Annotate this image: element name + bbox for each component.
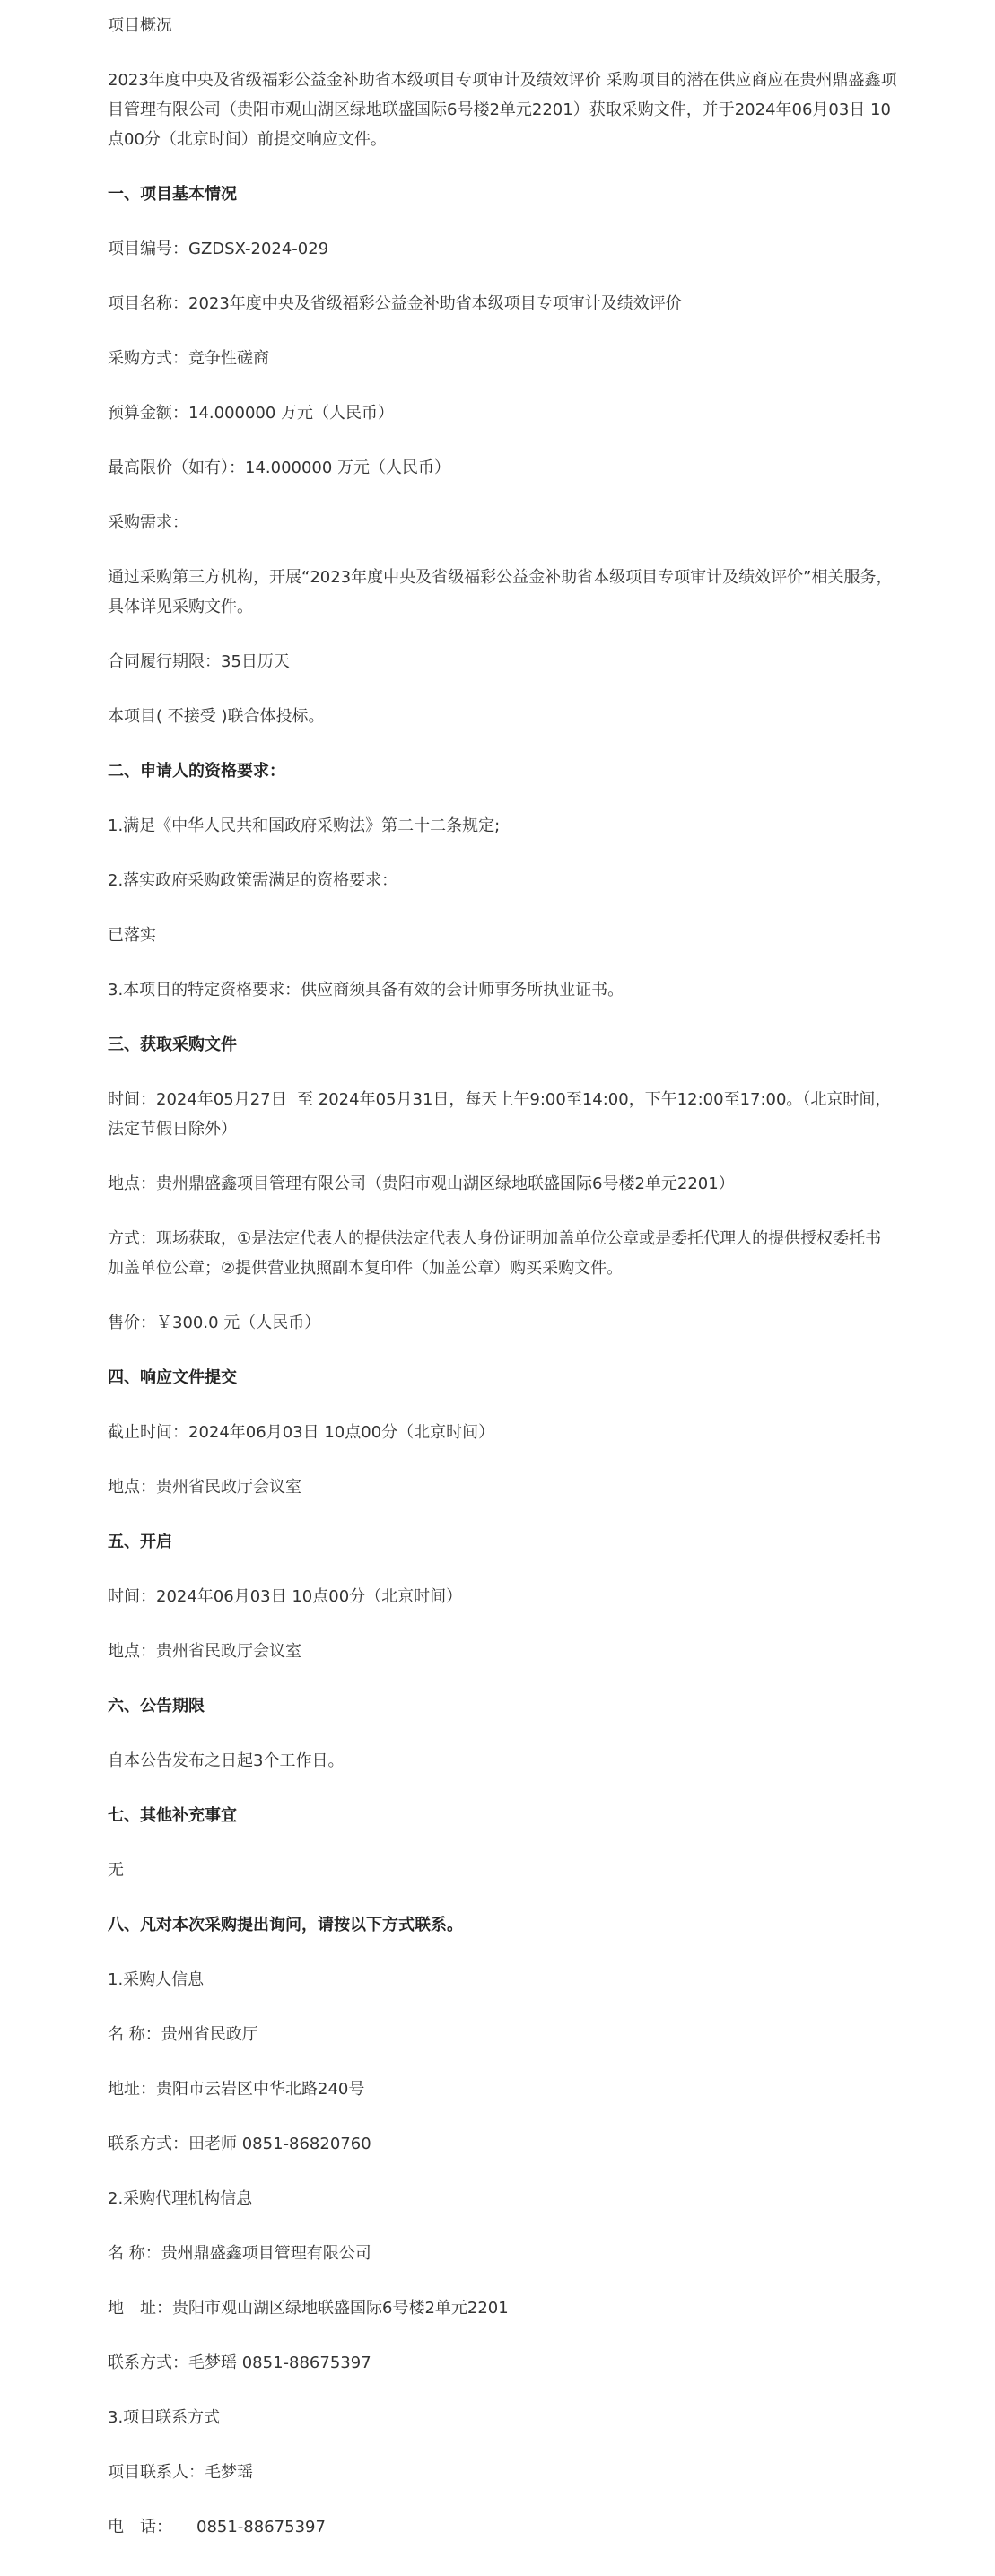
paragraph: 采购需求：: [108, 513, 188, 532]
paragraph: 无: [108, 1861, 124, 1880]
paragraph: 地 址：贵阳市观山湖区绿地联盛国际6号楼2单元2201: [108, 2299, 509, 2318]
paragraph: 项目编号：GZDSX-2024-029: [108, 240, 329, 258]
section-heading: 七、其他补充事宜: [108, 1806, 237, 1825]
paragraph: 3.本项目的特定资格要求：供应商须具备有效的会计师事务所执业证书。: [108, 981, 624, 1000]
paragraph: 2.落实政府采购政策需满足的资格要求：: [108, 871, 398, 890]
paragraph: 联系方式：田老师 0851-86820760: [108, 2135, 371, 2153]
paragraph: 项目概况: [108, 16, 172, 35]
paragraph: 自本公告发布之日起3个工作日。: [108, 1751, 345, 1770]
paragraph: 2023年度中央及省级福彩公益金补助省本级项目专项审计及绩效评价 采购项目的潜在供应商应在贵州鼎盛鑫项目管理有限公司（贵阳市观山湖区绿地联盛国际6号楼2单元2201）获取采购文件，并于2024年06月03日 10点00分（北京时间）前提交响应文件。: [108, 71, 897, 149]
paragraph: 联系方式：毛梦瑶 0851-88675397: [108, 2353, 371, 2372]
paragraph: 地点：贵州省民政厅会议室: [108, 1478, 301, 1497]
announcement-body: [108, 11, 897, 2567]
paragraph: 时间：2024年05月27日 至 2024年05月31日，每天上午9:00至14:00，下午12:00至17:00。（北京时间，法定节假日除外）: [108, 1090, 892, 1139]
section-heading: 二、申请人的资格要求：: [108, 762, 285, 781]
paragraph: 地点：贵州鼎盛鑫项目管理有限公司（贵阳市观山湖区绿地联盛国际6号楼2单元2201）: [108, 1174, 735, 1193]
paragraph: 3.项目联系方式: [108, 2408, 221, 2427]
paragraph: 地址：贵阳市云岩区中华北路240号: [108, 2080, 365, 2099]
section-heading: 一、项目基本情况: [108, 185, 237, 204]
section-heading: 八、凡对本次采购提出询问，请按以下方式联系。: [108, 1916, 463, 1934]
paragraph: 已落实: [108, 926, 156, 945]
paragraph: 1.满足《中华人民共和国政府采购法》第二十二条规定;: [108, 816, 501, 835]
section-heading: 三、获取采购文件: [108, 1035, 237, 1054]
paragraph: 2.采购代理机构信息: [108, 2189, 253, 2208]
paragraph: 最高限价（如有）：14.000000 万元（人民币）: [108, 458, 451, 477]
paragraph: 地点：贵州省民政厅会议室: [108, 1642, 301, 1661]
section-heading: 六、公告期限: [108, 1697, 205, 1716]
paragraph: 通过采购第三方机构，开展“2023年度中央及省级福彩公益金补助省本级项目专项审计及绩效评价”相关服务，具体详见采购文件。: [108, 568, 893, 616]
paragraph: 本项目( 不接受 )联合体投标。: [108, 707, 325, 726]
paragraph: 1.采购人信息: [108, 1970, 205, 1989]
paragraph: 时间：2024年06月03日 10点00分（北京时间）: [108, 1587, 463, 1606]
section-heading: 五、开启: [108, 1533, 172, 1551]
paragraph: 截止时间：2024年06月03日 10点00分（北京时间）: [108, 1423, 495, 1442]
paragraph: 电 话： 0851-88675397: [108, 2518, 326, 2537]
paragraph: 项目名称：2023年度中央及省级福彩公益金补助省本级项目专项审计及绩效评价: [108, 294, 682, 313]
section-heading: 四、响应文件提交: [108, 1368, 237, 1387]
paragraph: 售价：￥300.0 元（人民币）: [108, 1314, 321, 1332]
paragraph: 合同履行期限：35日历天: [108, 652, 290, 671]
paragraph: 项目联系人：毛梦瑶: [108, 2463, 253, 2482]
paragraph: 名 称：贵州鼎盛鑫项目管理有限公司: [108, 2244, 371, 2263]
paragraph: 采购方式：竞争性磋商: [108, 349, 269, 368]
paragraph: 预算金额：14.000000 万元（人民币）: [108, 404, 395, 423]
paragraph: 方式：现场获取，①是法定代表人的提供法定代表人身份证明加盖单位公章或是委托代理人的提供授权委托书加盖单位公章；②提供营业执照副本复印件（加盖公章）购买采购文件。: [108, 1229, 882, 1278]
paragraph: 名 称：贵州省民政厅: [108, 2025, 258, 2044]
